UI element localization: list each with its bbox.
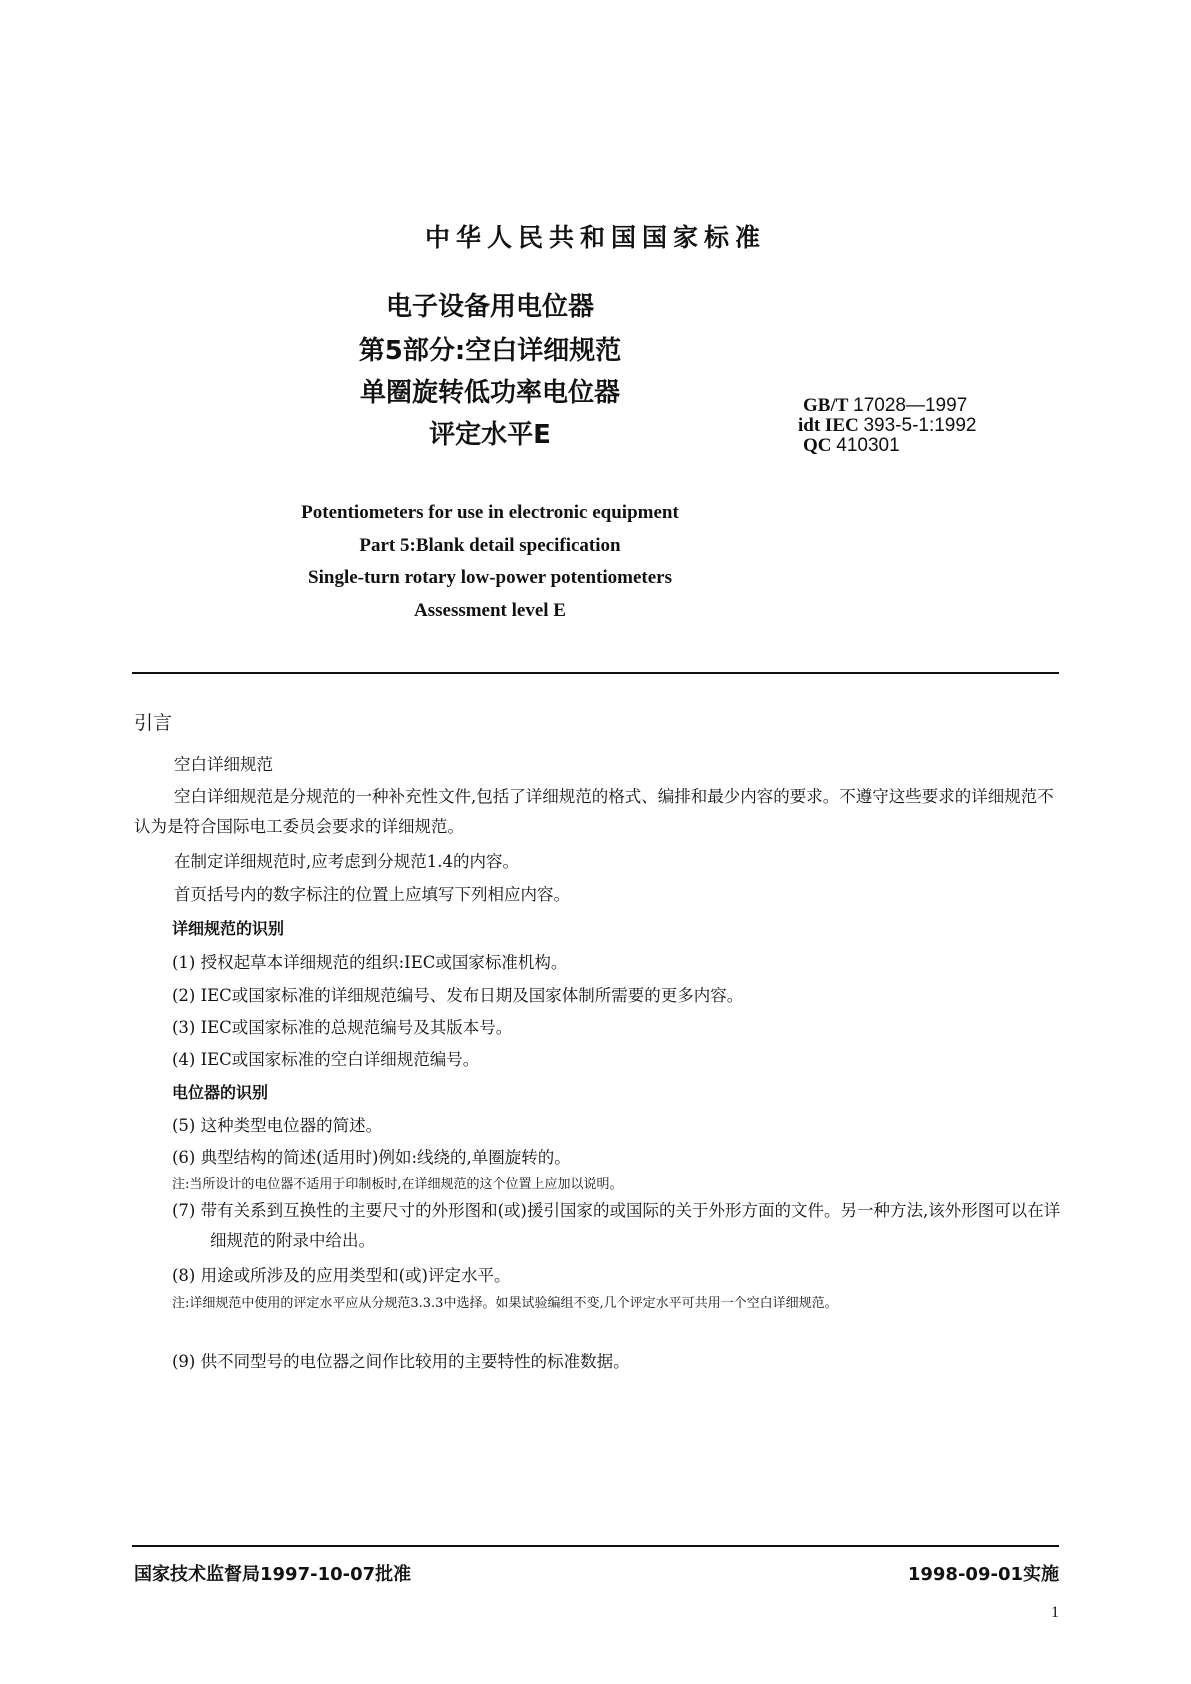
national-standard-title: 中华人民共和国国家标准: [424, 223, 766, 252]
list-item-7: (7) 带有关系到互换性的主要尺寸的外形图和(或)援引国家的或国际的关于外形方面的文件。另一种方法,该外形图可以在详细规范的附录中给出。: [172, 1201, 1061, 1250]
list-item-4: (4) IEC或国家标准的空白详细规范编号。: [172, 1050, 480, 1069]
qc-code: [803, 436, 900, 456]
list-item-6: (6) 典型结构的简述(适用时)例如:线绕的,单圈旋转的。: [172, 1148, 571, 1167]
section-heading-intro: 引言: [134, 712, 173, 734]
list-item-9: (9) 供不同型号的电位器之间作比较用的主要特性的标准数据。: [172, 1352, 630, 1371]
paragraph-1: 空白详细规范: [174, 755, 273, 774]
approval-date: 国家技术监督局1997-10-07批准: [134, 1564, 412, 1585]
cn-title-line2: 第5部分:空白详细规范: [358, 336, 622, 366]
list-item-2: (2) IEC或国家标准的详细规范编号、发布日期及国家体制所需要的更多内容。: [172, 986, 744, 1005]
en-title-line3: Single-turn rotary low-power potentiometers: [308, 567, 672, 588]
footer-divider: [132, 1545, 1059, 1547]
paragraph-2: 空白详细规范是分规范的一种补充性文件,包括了详细规范的格式、编排和最少内容的要求。不遵守这些要求的详细规范不认为是符合国际电工委员会要求的详细规范。: [134, 787, 1054, 836]
note-2: 注:详细规范中使用的评定水平应从分规范3.3.3中选择。如果试验编组不变,几个评定水平可共用一个空白详细规范。: [172, 1296, 838, 1311]
qc-prefix: QC: [803, 435, 832, 456]
en-title-line4: Assessment level E: [414, 600, 566, 621]
gb-number: 17028—1997: [853, 395, 968, 416]
list-item-8: (8) 用途或所涉及的应用类型和(或)评定水平。: [172, 1266, 511, 1285]
cn-title-line3: 单圈旋转低功率电位器: [359, 378, 620, 408]
qc-number: 410301: [836, 435, 900, 456]
idt-prefix: idt IEC: [798, 415, 859, 436]
gb-prefix: GB/T: [803, 395, 849, 416]
list-item-1: (1) 授权起草本详细规范的组织:IEC或国家标准机构。: [172, 953, 568, 972]
cn-title-line1: 电子设备用电位器: [385, 292, 594, 322]
list-item-5: (5) 这种类型电位器的简述。: [172, 1116, 383, 1135]
en-title-line1: Potentiometers for use in electronic equipment: [301, 502, 679, 523]
list-item-3: (3) IEC或国家标准的总规范编号及其版本号。: [172, 1018, 513, 1037]
idt-number: 393-5-1:1992: [863, 415, 977, 436]
subheading-potentiometer-identification: 电位器的识别: [172, 1083, 269, 1102]
gb-code: [803, 396, 967, 416]
implementation-date: 1998-09-01实施: [907, 1564, 1059, 1585]
paragraph-3: 在制定详细规范时,应考虑到分规范1.4的内容。: [174, 852, 519, 871]
cn-title-line4: 评定水平E: [429, 420, 551, 450]
idt-code: [798, 416, 977, 436]
page-number: 1: [1051, 1604, 1059, 1621]
paragraph-4: 首页括号内的数字标注的位置上应填写下列相应内容。: [174, 885, 570, 904]
subheading-spec-identification: 详细规范的识别: [172, 919, 285, 938]
header-divider: [132, 672, 1059, 674]
en-title-line2: Part 5:Blank detail specification: [359, 535, 621, 556]
note-1: 注:当所设计的电位器不适用于印制板时,在详细规范的这个位置上应加以说明。: [172, 1177, 623, 1192]
